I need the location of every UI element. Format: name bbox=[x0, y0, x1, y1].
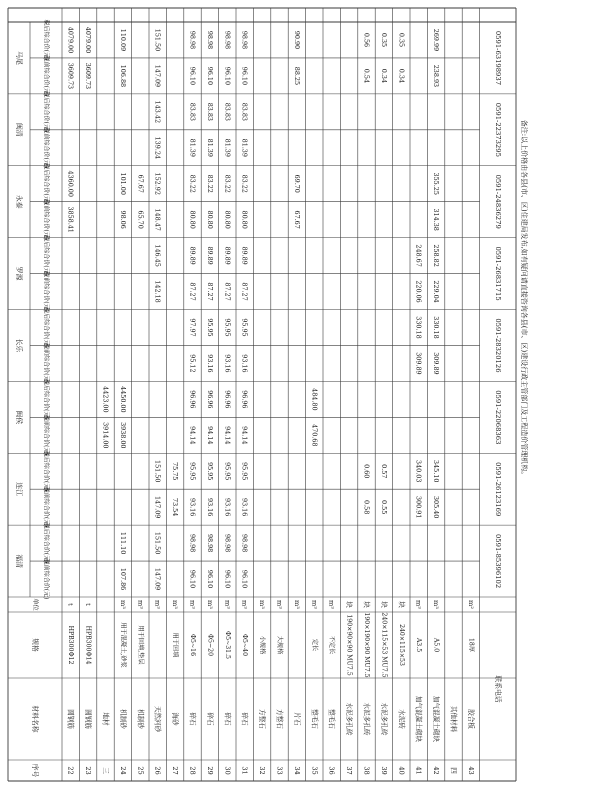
price-before-tax: 96.10 bbox=[223, 66, 232, 86]
price-after-tax: 83.22 bbox=[188, 174, 197, 193]
price-after-tax: 330.18 bbox=[432, 316, 441, 339]
row-material: 水泥多孔砖 bbox=[362, 702, 371, 736]
subheader-after-tax: 税后综合价(元) bbox=[42, 19, 50, 61]
price-after-tax: 95.95 bbox=[188, 462, 197, 481]
price-before-tax: 107.86 bbox=[118, 567, 127, 591]
price-before-tax: 80.80 bbox=[240, 210, 249, 229]
price-after-tax: 95.95 bbox=[223, 318, 232, 337]
price-after-tax: 151.50 bbox=[153, 460, 162, 483]
price-after-tax: 146.45 bbox=[153, 244, 162, 267]
price-after-tax: 90.90 bbox=[292, 30, 301, 50]
subheader-after-tax: 税后综合价(元) bbox=[42, 522, 50, 564]
price-after-tax: 89.89 bbox=[188, 246, 197, 265]
row-unit: m³ bbox=[153, 600, 162, 609]
price-after-tax: 0.35 bbox=[397, 32, 406, 48]
price-after-tax: 258.82 bbox=[432, 244, 441, 267]
price-before-tax: 470.68 bbox=[310, 424, 319, 447]
price-before-tax: 94.14 bbox=[188, 426, 197, 445]
price-after-tax: 0.35 bbox=[379, 32, 388, 48]
region-header: 长乐 bbox=[15, 338, 23, 353]
price-before-tax: 81.39 bbox=[205, 138, 214, 157]
row-no: 40 bbox=[397, 766, 406, 775]
row-unit: t bbox=[66, 603, 75, 606]
price-after-tax: 111.10 bbox=[118, 531, 127, 555]
row-material: 碎石 bbox=[223, 712, 232, 726]
price-after-tax: 151.50 bbox=[153, 28, 162, 52]
price-after-tax: 152.92 bbox=[153, 172, 162, 195]
row-no: 39 bbox=[379, 766, 388, 775]
price-before-tax: 80.80 bbox=[223, 210, 232, 229]
price-before-tax: 96.10 bbox=[223, 569, 232, 589]
row-no: 32 bbox=[258, 766, 267, 775]
price-before-tax: 314.38 bbox=[432, 208, 441, 231]
row-unit: m³ bbox=[414, 600, 423, 609]
col-header-spec: 规格 bbox=[31, 638, 39, 652]
row-no: 28 bbox=[188, 766, 197, 775]
row-spec: 240×115×53 MU7.5 bbox=[380, 612, 388, 678]
contact-phone: 0591-26831715 bbox=[493, 246, 502, 301]
price-before-tax: 80.80 bbox=[205, 210, 214, 229]
price-before-tax: 96.10 bbox=[188, 569, 197, 589]
row-spec: HPB300Φ12 bbox=[67, 625, 75, 665]
row-no: 38 bbox=[362, 766, 371, 775]
row-no: 29 bbox=[205, 766, 214, 775]
price-before-tax: 94.14 bbox=[205, 426, 214, 445]
row-spec: 用于回填 bbox=[171, 632, 179, 658]
price-before-tax: 96.10 bbox=[205, 569, 214, 589]
price-after-tax: 83.83 bbox=[240, 102, 249, 121]
price-after-tax: 98.98 bbox=[205, 533, 214, 553]
price-before-tax: 93.16 bbox=[223, 354, 232, 373]
row-material: 胶合板 bbox=[466, 709, 475, 729]
region-header: 福清 bbox=[15, 554, 23, 569]
row-no: 41 bbox=[414, 766, 423, 775]
price-before-tax: 81.39 bbox=[188, 138, 197, 157]
price-before-tax: 309.89 bbox=[432, 352, 441, 375]
price-after-tax: 83.83 bbox=[223, 102, 232, 121]
price-before-tax: 0.54 bbox=[362, 68, 371, 84]
price-before-tax: 73.54 bbox=[171, 498, 180, 517]
row-no: 36 bbox=[327, 766, 336, 775]
price-before-tax: 3609.73 bbox=[66, 62, 75, 90]
row-spec: Φ5~40 bbox=[241, 633, 249, 657]
price-before-tax: 81.39 bbox=[240, 138, 249, 157]
price-before-tax: 0.55 bbox=[379, 500, 388, 515]
price-before-tax: 0.34 bbox=[397, 68, 406, 84]
row-material: 水泥多孔砖 bbox=[345, 702, 354, 736]
contact-phone: 0591-85396102 bbox=[493, 533, 502, 589]
price-after-tax: 97.97 bbox=[188, 318, 197, 337]
price-after-tax: 95.95 bbox=[240, 462, 249, 481]
table-grid bbox=[8, 8, 516, 781]
price-before-tax: 220.06 bbox=[414, 280, 423, 303]
price-after-tax: 98.98 bbox=[188, 533, 197, 553]
row-unit: 块 bbox=[379, 601, 388, 608]
price-after-tax: 95.95 bbox=[240, 318, 249, 337]
row-unit: m³ bbox=[136, 600, 145, 609]
row-material: 水泥多孔砖 bbox=[379, 702, 388, 736]
price-before-tax: 148.47 bbox=[153, 208, 162, 231]
row-unit: 块 bbox=[362, 601, 371, 608]
subheader-before-tax: 税前综合价(元) bbox=[42, 558, 50, 600]
row-unit: m³ bbox=[240, 600, 249, 609]
price-before-tax: 147.09 bbox=[153, 495, 162, 519]
price-after-tax: 96.96 bbox=[223, 390, 232, 409]
price-after-tax: 95.95 bbox=[223, 462, 232, 481]
price-before-tax: 65.70 bbox=[136, 210, 145, 229]
row-no: 三 bbox=[101, 767, 110, 774]
row-no: 25 bbox=[136, 766, 145, 775]
price-before-tax: 67.67 bbox=[292, 210, 301, 229]
price-before-tax: 87.27 bbox=[223, 282, 232, 301]
price-before-tax: 0.58 bbox=[362, 500, 371, 515]
row-material: 圆钢筋 bbox=[66, 709, 75, 729]
row-spec: 不定长 bbox=[328, 635, 336, 655]
row-material: 机制砂 bbox=[118, 709, 127, 729]
subheader-before-tax: 税前综合价(元) bbox=[42, 486, 50, 528]
row-material: 地材 bbox=[101, 712, 110, 726]
row-material: 整毛石 bbox=[327, 709, 336, 729]
price-before-tax: 93.16 bbox=[205, 354, 214, 373]
region-header: 罗源 bbox=[15, 266, 23, 281]
contact-phone: 0591-24836279 bbox=[493, 174, 502, 229]
contact-phone: 0591-28320126 bbox=[493, 318, 502, 373]
row-no: 37 bbox=[345, 766, 354, 775]
row-spec: 大规格 bbox=[276, 635, 283, 655]
price-after-tax: 83.22 bbox=[223, 174, 232, 193]
price-after-tax: 269.99 bbox=[432, 28, 441, 52]
row-material: 碎石 bbox=[240, 712, 249, 726]
price-before-tax: 147.09 bbox=[153, 567, 162, 591]
subheader-before-tax: 税前综合价(元) bbox=[42, 414, 50, 456]
contact-phone: 0591-26123169 bbox=[493, 462, 502, 517]
row-material: 天然河砂 bbox=[153, 705, 162, 733]
price-after-tax: 98.98 bbox=[188, 30, 197, 50]
price-after-tax: 98.98 bbox=[240, 533, 249, 553]
table-cells bbox=[15, 20, 529, 778]
row-spec: HPB300Φ14 bbox=[84, 625, 92, 665]
row-unit: m³ bbox=[118, 600, 127, 609]
price-after-tax: 151.50 bbox=[153, 531, 162, 555]
price-before-tax: 96.10 bbox=[205, 66, 214, 86]
row-no: 27 bbox=[171, 766, 180, 775]
price-before-tax: 87.27 bbox=[240, 282, 249, 301]
subheader-before-tax: 税前综合价(元) bbox=[42, 343, 50, 384]
col-header-unit: 单位 bbox=[31, 598, 39, 611]
price-before-tax: 3938.00 bbox=[118, 422, 127, 449]
subheader-after-tax: 税后综合价(元) bbox=[42, 91, 50, 133]
price-after-tax: 98.98 bbox=[223, 533, 232, 553]
price-after-tax: 0.56 bbox=[362, 32, 371, 48]
row-spec: 190×190×90 MU7.5 bbox=[363, 612, 370, 678]
price-after-tax: 4450.00 bbox=[118, 386, 127, 413]
region-header: 闽侯 bbox=[15, 410, 23, 425]
price-before-tax: 80.80 bbox=[188, 210, 197, 229]
price-after-tax: 345.10 bbox=[432, 460, 441, 483]
subheader-after-tax: 税后综合价(元) bbox=[42, 163, 50, 205]
price-after-tax: 96.96 bbox=[240, 390, 249, 409]
row-spec: 18厚 bbox=[467, 637, 475, 653]
price-after-tax: 83.83 bbox=[205, 102, 214, 121]
price-before-tax: 93.16 bbox=[240, 498, 249, 517]
price-after-tax: 89.89 bbox=[240, 246, 249, 265]
price-before-tax: 229.04 bbox=[432, 280, 441, 303]
row-material: 碎石 bbox=[205, 712, 214, 726]
row-unit: m³ bbox=[292, 600, 301, 609]
price-after-tax: 101.00 bbox=[118, 172, 127, 195]
row-unit: m³ bbox=[223, 600, 232, 609]
subheader-after-tax: 税后综合价(元) bbox=[42, 307, 50, 348]
price-after-tax: 330.18 bbox=[414, 316, 423, 339]
price-before-tax: 3858.41 bbox=[66, 206, 75, 233]
row-no: 34 bbox=[292, 766, 301, 775]
row-spec: 190×90×90 MU7.5 bbox=[345, 614, 353, 676]
row-spec: A3.5 bbox=[415, 637, 423, 653]
price-after-tax: 95.95 bbox=[205, 462, 214, 481]
price-after-tax: 67.67 bbox=[136, 174, 145, 193]
region-header: 永泰 bbox=[15, 194, 23, 209]
row-no: 23 bbox=[84, 766, 93, 775]
region-header: 连江 bbox=[15, 482, 23, 497]
subheader-before-tax: 税前综合价(元) bbox=[42, 199, 50, 240]
row-unit: m³ bbox=[310, 600, 319, 609]
price-after-tax: 355.25 bbox=[432, 172, 441, 195]
row-material: 加气混凝土砌块 bbox=[414, 695, 423, 743]
price-before-tax: 81.39 bbox=[223, 138, 232, 157]
price-after-tax: 4079.00 bbox=[84, 26, 93, 54]
contact-phone: 0591-63198937 bbox=[493, 30, 502, 86]
contact-phone: 0591-22373295 bbox=[493, 102, 502, 157]
row-material: 加气混凝土砌块 bbox=[432, 695, 441, 743]
price-after-tax: 4423.00 bbox=[101, 386, 110, 413]
row-spec: 用于回填,垫层 bbox=[136, 625, 144, 665]
price-after-tax: 89.89 bbox=[205, 246, 214, 265]
price-after-tax: 0.60 bbox=[362, 464, 371, 479]
price-before-tax: 3609.73 bbox=[84, 62, 93, 90]
price-after-tax: 98.98 bbox=[205, 30, 214, 50]
contact-label: 联系电话 bbox=[493, 675, 502, 703]
price-before-tax: 309.89 bbox=[414, 352, 423, 375]
row-no: 22 bbox=[66, 766, 75, 775]
price-after-tax: 98.98 bbox=[223, 30, 232, 50]
price-after-tax: 89.89 bbox=[223, 246, 232, 265]
price-before-tax: 0.34 bbox=[379, 68, 388, 84]
row-no: 30 bbox=[223, 766, 232, 775]
price-after-tax: 96.96 bbox=[205, 390, 214, 409]
row-material: 圆钢筋 bbox=[84, 709, 93, 729]
row-unit: m³ bbox=[327, 600, 336, 609]
price-after-tax: 143.42 bbox=[153, 100, 162, 124]
price-before-tax: 93.16 bbox=[223, 498, 232, 517]
price-before-tax: 106.88 bbox=[118, 64, 127, 88]
price-before-tax: 95.12 bbox=[188, 354, 197, 373]
row-unit: m³ bbox=[432, 600, 441, 609]
row-no: 26 bbox=[153, 766, 162, 775]
row-unit: m³ bbox=[205, 600, 214, 609]
price-after-tax: 75.75 bbox=[171, 462, 180, 481]
row-no: 43 bbox=[466, 766, 475, 775]
price-after-tax: 95.95 bbox=[205, 318, 214, 337]
row-material: 水泥砖 bbox=[397, 709, 406, 729]
row-no: 24 bbox=[118, 766, 127, 775]
price-before-tax: 147.09 bbox=[153, 64, 162, 88]
row-spec: A5.0 bbox=[432, 637, 440, 653]
price-before-tax: 238.93 bbox=[432, 64, 441, 88]
subheader-after-tax: 税后综合价(元) bbox=[42, 235, 50, 276]
subheader-after-tax: 税后综合价(元) bbox=[42, 450, 50, 492]
row-unit: m³ bbox=[258, 600, 267, 609]
price-before-tax: 87.27 bbox=[205, 282, 214, 301]
price-before-tax: 94.14 bbox=[240, 426, 249, 445]
row-no: 四 bbox=[449, 767, 458, 774]
subheader-before-tax: 税前综合价(元) bbox=[42, 55, 50, 97]
price-after-tax: 110.09 bbox=[118, 28, 127, 52]
row-spec: Φ5~16 bbox=[189, 633, 196, 657]
row-unit: m³ bbox=[275, 600, 284, 609]
price-after-tax: 96.96 bbox=[188, 390, 197, 409]
subheader-before-tax: 税前综合价(元) bbox=[42, 127, 50, 169]
price-after-tax: 484.80 bbox=[310, 388, 319, 411]
price-after-tax: 4079.00 bbox=[66, 26, 75, 54]
footnote: 备注:以上价格由各县(市、区)住建局发布,如有疑问请直接咨询各县(市、区)建设行政主管部门及工程造价管理机构。 bbox=[519, 119, 528, 479]
col-header-material: 材料名称 bbox=[31, 705, 39, 733]
price-before-tax: 96.10 bbox=[240, 569, 249, 589]
price-before-tax: 305.40 bbox=[432, 495, 441, 519]
row-unit: 块 bbox=[345, 601, 354, 608]
price-before-tax: 139.24 bbox=[153, 136, 162, 159]
row-unit: m² bbox=[466, 600, 475, 609]
price-after-tax: 248.67 bbox=[414, 244, 423, 267]
subheader-after-tax: 税后综合价(元) bbox=[42, 379, 50, 420]
price-before-tax: 142.18 bbox=[153, 280, 162, 303]
contact-phone: 0591-22068363 bbox=[493, 390, 502, 445]
row-material: 碎石 bbox=[188, 712, 197, 726]
row-material: 方整石 bbox=[275, 709, 284, 729]
row-material: 方整石 bbox=[258, 709, 267, 729]
price-before-tax: 93.16 bbox=[188, 498, 197, 517]
row-unit: m³ bbox=[188, 600, 197, 609]
col-header-no: 序号 bbox=[31, 763, 39, 778]
price-before-tax: 96.10 bbox=[240, 66, 249, 86]
row-spec: Φ5~20 bbox=[206, 633, 214, 657]
row-unit: m³ bbox=[171, 600, 180, 609]
row-spec: 用于混凝土,砂浆 bbox=[119, 622, 127, 668]
row-material: 片石 bbox=[292, 712, 301, 726]
price-before-tax: 3914.00 bbox=[101, 422, 110, 449]
price-before-tax: 98.06 bbox=[118, 210, 127, 229]
price-before-tax: 93.16 bbox=[240, 354, 249, 373]
price-before-tax: 88.25 bbox=[292, 66, 301, 86]
price-after-tax: 4360.00 bbox=[66, 170, 75, 197]
row-unit: 块 bbox=[397, 601, 406, 608]
price-after-tax: 0.57 bbox=[379, 464, 388, 479]
row-material: 整毛石 bbox=[310, 709, 319, 729]
price-before-tax: 96.10 bbox=[188, 66, 197, 86]
row-spec: Φ5~31.5 bbox=[223, 631, 231, 659]
row-material: 其他材料 bbox=[449, 705, 458, 733]
price-after-tax: 83.22 bbox=[240, 174, 249, 193]
price-before-tax: 87.27 bbox=[188, 282, 197, 301]
region-header: 闽清 bbox=[15, 122, 23, 137]
price-before-tax: 300.91 bbox=[414, 495, 423, 519]
region-header: 马尾 bbox=[15, 50, 23, 65]
row-spec: 定长 bbox=[310, 638, 318, 652]
row-no: 42 bbox=[432, 766, 441, 775]
subheader-before-tax: 税前综合价(元) bbox=[42, 271, 50, 312]
price-after-tax: 340.03 bbox=[414, 460, 423, 483]
price-after-tax: 98.98 bbox=[240, 30, 249, 50]
price-after-tax: 83.22 bbox=[205, 174, 214, 193]
price-before-tax: 93.16 bbox=[205, 498, 214, 517]
row-no: 33 bbox=[275, 766, 284, 775]
row-material: 机制砂 bbox=[136, 709, 145, 729]
price-after-tax: 83.83 bbox=[188, 102, 197, 121]
row-spec: 小规格 bbox=[258, 635, 266, 655]
row-material: 海砂 bbox=[171, 712, 180, 726]
price-before-tax: 94.14 bbox=[223, 426, 232, 445]
row-spec: 240×115×53 bbox=[397, 624, 405, 666]
row-no: 35 bbox=[310, 766, 319, 775]
row-unit: t bbox=[84, 603, 93, 606]
row-no: 31 bbox=[240, 766, 249, 775]
price-after-tax: 69.70 bbox=[292, 174, 301, 193]
